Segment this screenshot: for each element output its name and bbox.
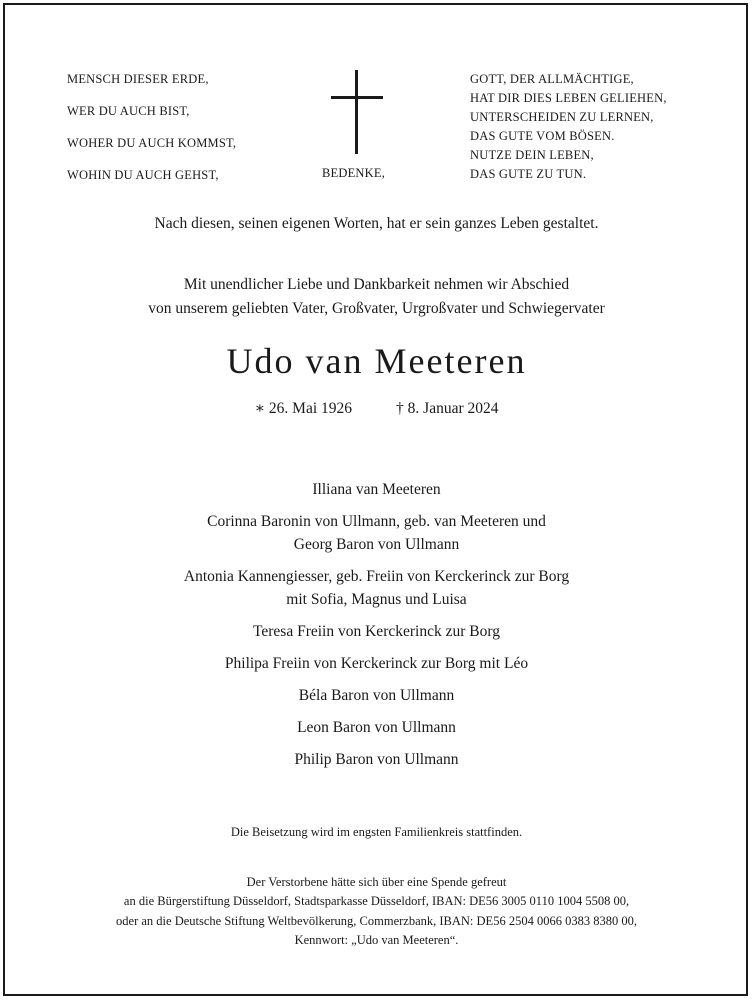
verse-line: NUTZE DEIN LEBEN, — [470, 148, 594, 162]
mourner-line: Philipa Freiin von Kerckerinck zur Borg mit Léo — [224, 655, 529, 672]
deceased-name: Udo van Meeteren — [226, 341, 527, 381]
donation-notice — [0, 873, 753, 950]
mourner-line: Teresa Freiin von Kerckerinck zur Borg — [253, 623, 500, 640]
mourner-entry — [0, 565, 753, 611]
verse-line: UNTERSCHEIDEN ZU LERNEN, — [470, 110, 654, 124]
mourner-entry — [0, 652, 753, 675]
mourner-entry — [0, 748, 753, 771]
mourner-entry — [0, 684, 753, 707]
verse-line: HAT DIR DIES LEBEN GELIEHEN, — [470, 91, 667, 105]
donation-line: Der Verstorbene hätte sich über eine Spende gefreut — [246, 875, 507, 889]
verse-line: WER DU AUCH BIST, — [67, 104, 190, 118]
motto: Nach diesen, seinen eigenen Worten, hat er sein ganzes Leben gestaltet. — [154, 215, 599, 232]
farewell-line: Mit unendlicher Liebe und Dankbarkeit nehmen wir Abschied — [183, 276, 570, 293]
mourners-list — [0, 478, 753, 780]
mourner-line: Georg Baron von Ullmann — [293, 536, 460, 553]
burial-notice: Die Beisetzung wird im engsten Familienkreis stattfinden. — [230, 825, 523, 839]
death-date: † 8. Januar 2024 — [396, 400, 499, 417]
farewell-line: von unserem geliebten Vater, Großvater, Urgroßvater und Schwiegervater — [148, 300, 605, 317]
life-dates — [0, 399, 753, 418]
verse-center: BEDENKE, — [322, 166, 386, 180]
mourner-entry — [0, 716, 753, 739]
verse-line: WOHIN DU AUCH GEHST, — [67, 168, 219, 182]
cross-icon — [331, 70, 383, 154]
verse-line: MENSCH DIESER ERDE, — [67, 72, 209, 86]
mourner-line: Illiana van Meeteren — [312, 481, 441, 498]
donation-line: oder an die Deutsche Stiftung Weltbevölkerung, Commerzbank, IBAN: DE56 2504 0066 0383 8380 00, — [116, 913, 637, 928]
verse-right — [470, 70, 667, 184]
mourner-entry — [0, 478, 753, 501]
donation-line: Kennwort: „Udo van Meeteren“. — [294, 932, 459, 947]
mourner-line: Antonia Kannengiesser, geb. Freiin von Kerckerinck zur Borg — [183, 568, 570, 585]
verse-line: DAS GUTE ZU TUN. — [470, 167, 587, 181]
mourner-entry — [0, 620, 753, 643]
mourner-line: mit Sofia, Magnus und Luisa — [286, 591, 467, 608]
verse-line: GOTT, DER ALLMÄCHTIGE, — [470, 72, 634, 86]
mourner-line: Béla Baron von Ullmann — [298, 687, 455, 704]
farewell-text — [0, 273, 753, 321]
donation-line: an die Bürgerstiftung Düsseldorf, Stadtsparkasse Düsseldorf, IBAN: DE56 3005 0110 1004 5508 00, — [123, 894, 630, 909]
verse-line: WOHER DU AUCH KOMMST, — [67, 136, 237, 150]
mourner-line: Leon Baron von Ullmann — [297, 719, 456, 736]
verse-left — [67, 70, 236, 198]
mourner-line: Philip Baron von Ullmann — [294, 751, 459, 768]
mourner-line: Corinna Baronin von Ullmann, geb. van Meeteren und — [207, 513, 546, 530]
birth-date: ∗ 26. Mai 1926 — [254, 400, 353, 417]
verse-line: DAS GUTE VOM BÖSEN. — [470, 129, 615, 143]
mourner-entry — [0, 510, 753, 556]
